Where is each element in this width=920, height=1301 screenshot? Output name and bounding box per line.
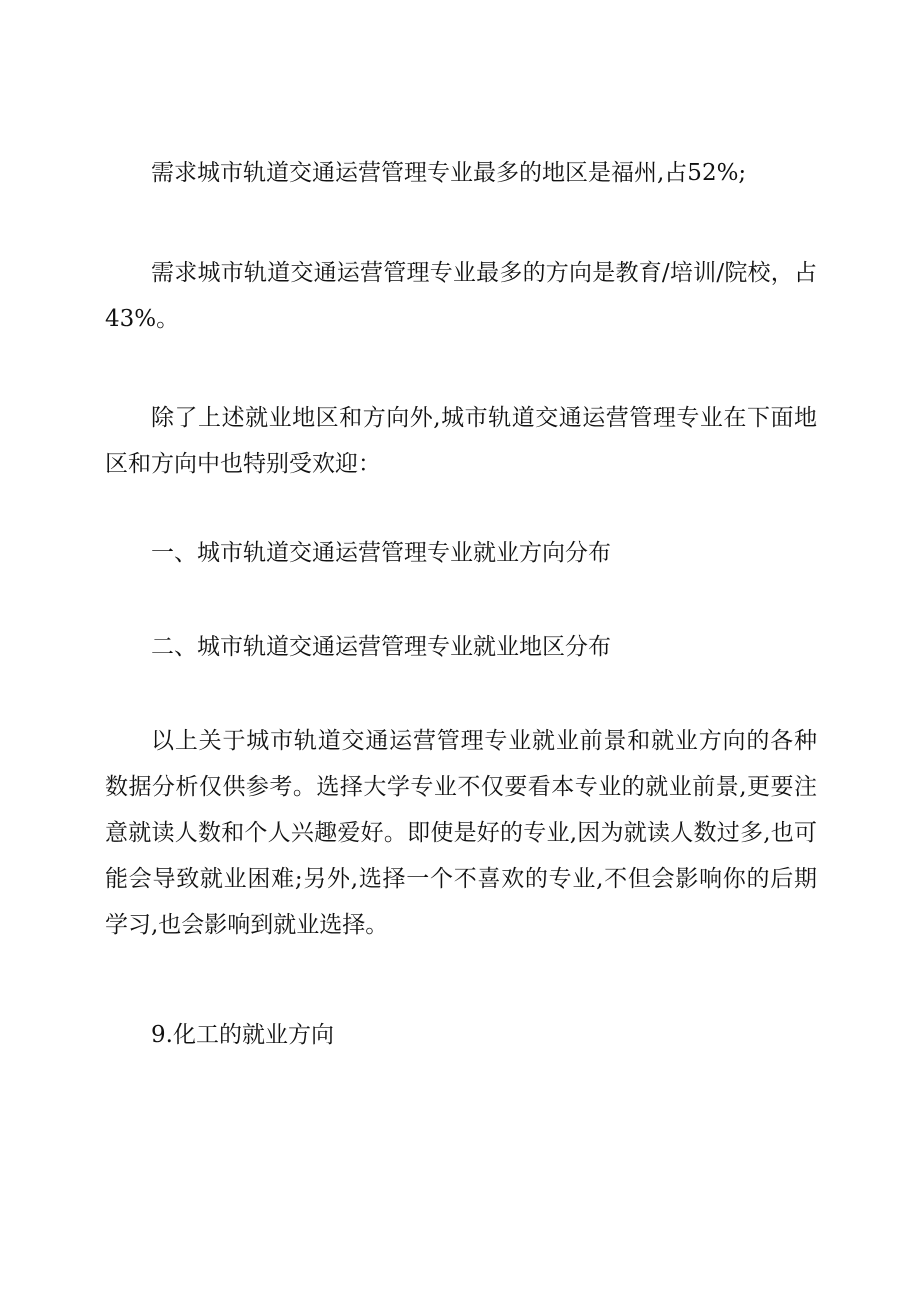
paragraph-direction-demand: 需求城市轨道交通运营管理专业最多的方向是教育/培训/院校，占43%。 xyxy=(105,260,817,332)
section-heading-chemical: 9.化工的就业方向 xyxy=(151,1022,334,1048)
paragraph-region-demand: 需求城市轨道交通运营管理专业最多的地区是福州,占52%; xyxy=(151,160,747,186)
paragraph-other-popular: 除了上述就业地区和方向外,城市轨道交通运营管理专业在下面地区和方向中也特别受欢迎： xyxy=(105,405,817,477)
paragraph-advice: 以上关于城市轨道交通运营管理专业就业前景和就业方向的各种数据分析仅供参考。选择大学专业不仅要看本专业的就业前景,更要注意就读人数和个人兴趣爱好。即使是好的专业,因为就读人数过多,也可能会导致就业困难;另外,选择一个不喜欢的专业,不但会影响你的后期学习,也会影响到就业选择。 xyxy=(105,728,817,938)
heading-direction-distribution: 一、城市轨道交通运营管理专业就业方向分布 xyxy=(151,540,611,566)
heading-region-distribution: 二、城市轨道交通运营管理专业就业地区分布 xyxy=(151,634,611,660)
